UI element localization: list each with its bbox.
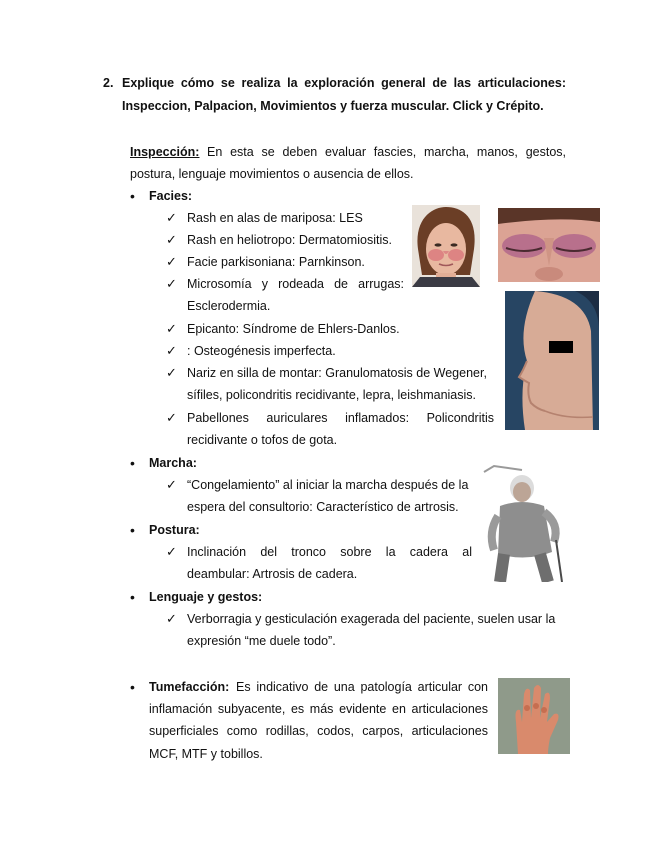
inspeccion-label: Inspección: (130, 145, 200, 159)
facies-item-rash-mariposa: Rash en alas de mariposa: LES (187, 211, 363, 225)
facies-item-microsomia-1: Microsomía y rodeada de arrugas: (187, 277, 404, 291)
facies-item-osteogenesis: : Osteogénesis imperfecta. (187, 344, 336, 358)
bullet-icon: • (130, 589, 135, 605)
facies-item-nariz-2: sífiles, policondritis recidivante, lepra, leishmaniasis. (187, 388, 477, 402)
heliotrope-rash-photo (498, 208, 600, 282)
bullet-icon: • (130, 522, 135, 538)
tumefaccion-line-2: inflamación subyacente, es más evidente en articulaciones (149, 702, 488, 716)
facies-item-microsomia-2: Esclerodermia. (187, 299, 271, 313)
heading-number: 2. (103, 76, 114, 90)
lupus-rash-photo (412, 205, 480, 287)
check-icon: ✓ (166, 321, 177, 336)
tumefaccion-line-1: Es indicativo de una patología articular con (236, 680, 488, 694)
check-icon: ✓ (166, 343, 177, 358)
lenguaje-line-2: expresión “me duele todo”. (187, 634, 336, 648)
bullet-icon: • (130, 455, 135, 471)
bullet-icon: • (130, 679, 135, 695)
facies-item-heliotropo: Rash en heliotropo: Dermatomiositis. (187, 233, 392, 247)
facies-item-pabellones-1: Pabellones auriculares inflamados: Policondritis (187, 411, 494, 425)
facies-item-nariz-1: Nariz en silla de montar: Granulomatosis de Wegener, (187, 366, 487, 380)
check-icon: ✓ (166, 544, 177, 559)
check-icon: ✓ (166, 477, 177, 492)
tumefaccion-line-3: superficiales como rodillas, codos, carpos, articulaciones (149, 724, 488, 738)
check-icon: ✓ (166, 254, 177, 269)
marcha-title: Marcha: (149, 456, 197, 470)
facies-item-epicanto: Epicanto: Síndrome de Ehlers-Danlos. (187, 322, 400, 336)
postura-line-2: deambular: Artrosis de cadera. (187, 567, 358, 581)
lenguaje-title: Lenguaje y gestos: (149, 590, 263, 604)
postura-line-1: Inclinación del tronco sobre la cadera al (187, 545, 472, 559)
facies-title: Facies: (149, 189, 193, 203)
heading-line-2: Inspeccion, Palpacion, Movimientos y fuerza muscular. Click y Crépito. (122, 99, 544, 113)
check-icon: ✓ (166, 410, 177, 425)
inspeccion-line-2: postura, lenguaje movimientos o ausencia de ellos. (130, 167, 414, 181)
swollen-hand-photo (498, 678, 570, 754)
check-icon: ✓ (166, 276, 177, 291)
bullet-icon: • (130, 188, 135, 204)
facies-item-pabellones-2: recidivante o tofos de gota. (187, 433, 338, 447)
facies-item-parkinsoniana: Facie parkisoniana: Parnkinson. (187, 255, 365, 269)
tumefaccion-line-4: MCF, MTF y tobillos. (149, 747, 263, 761)
check-icon: ✓ (166, 232, 177, 247)
heading-line-1: Explique cómo se realiza la exploración general de las articulaciones: (122, 76, 566, 90)
marcha-line-1: “Congelamiento” al iniciar la marcha después de la (187, 478, 469, 492)
elderly-man-photo (482, 462, 570, 582)
postura-title: Postura: (149, 523, 200, 537)
inspeccion-line-1: En esta se deben evaluar fascies, marcha, manos, gestos, (207, 145, 566, 159)
check-icon: ✓ (166, 611, 177, 626)
profile-face-photo (505, 291, 599, 430)
marcha-line-2: espera del consultorio: Característico de artrosis. (187, 500, 459, 514)
check-icon: ✓ (166, 210, 177, 225)
check-icon: ✓ (166, 365, 177, 380)
tumefaccion-title: Tumefacción: (149, 680, 230, 694)
lenguaje-line-1: Verborragia y gesticulación exagerada del paciente, suelen usar la (187, 612, 556, 626)
